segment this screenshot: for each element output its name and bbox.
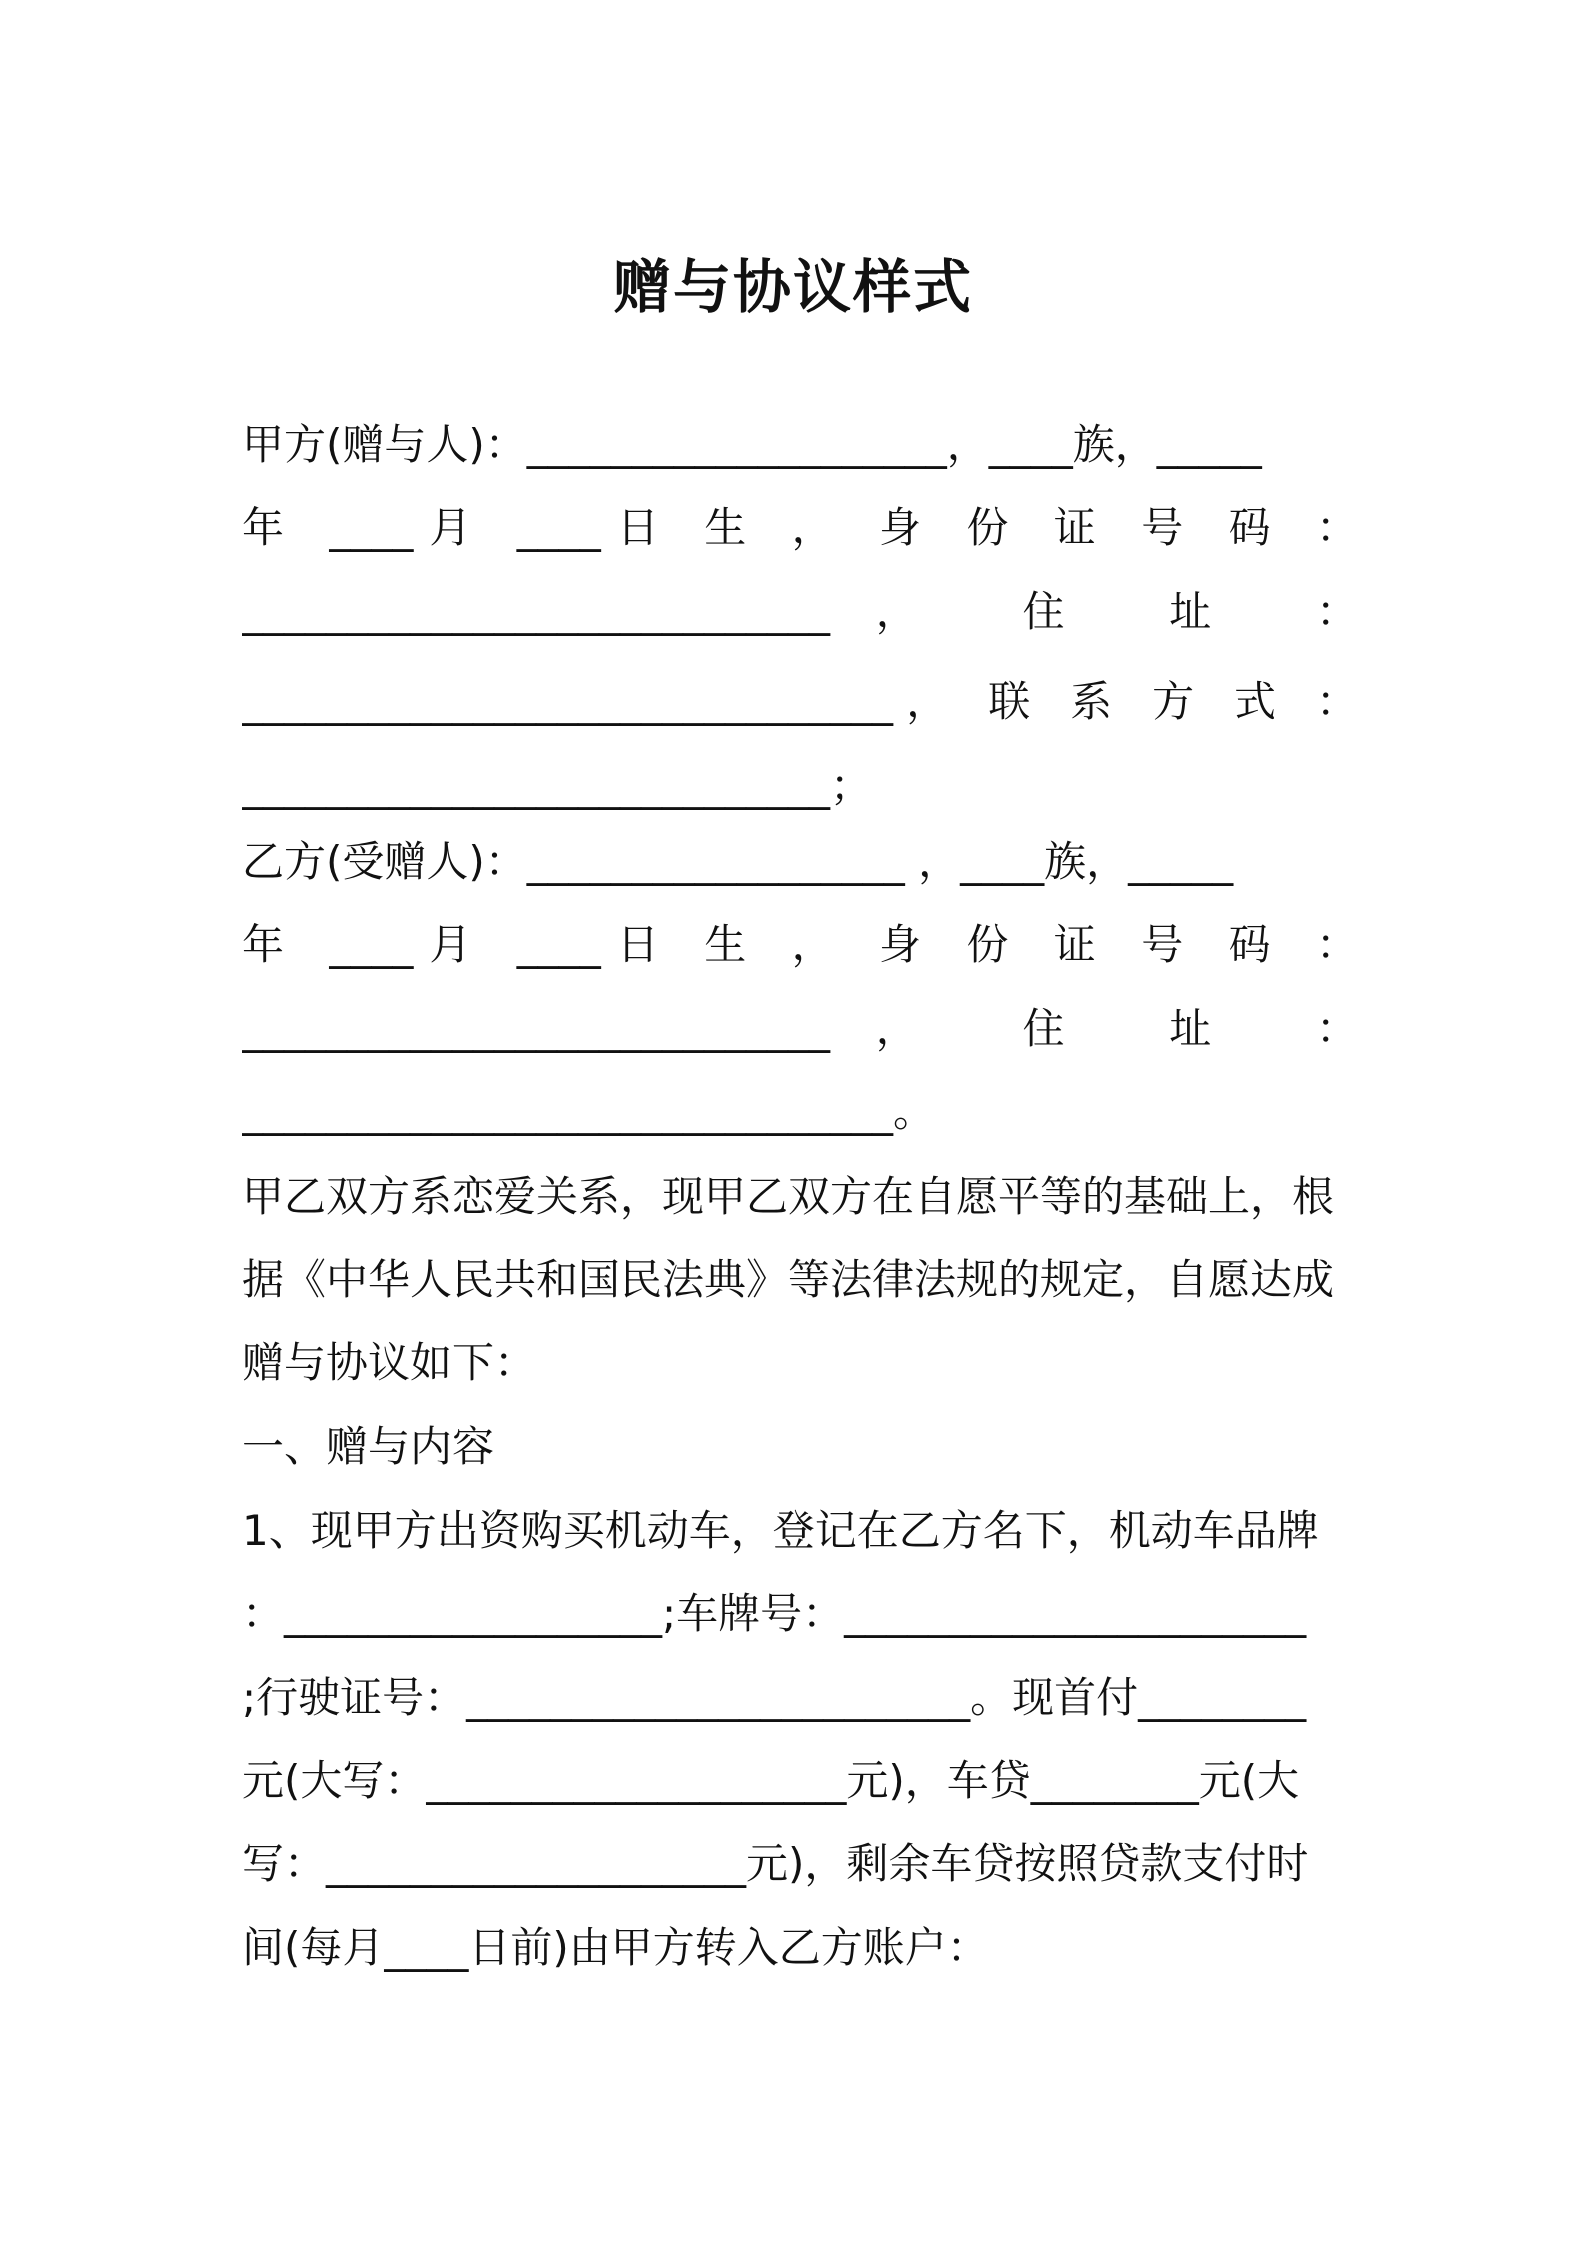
party-b-line-4: _______________________________。 — [242, 1087, 936, 1136]
party-a-line-5: ____________________________； — [242, 761, 873, 810]
preamble-line-2: 据《中华人民共和国民法典》等法律法规的规定，自愿达成 — [242, 1255, 1335, 1304]
clause-1-line-2: ：__________________;车牌号：______________________ — [242, 1589, 1307, 1638]
section-heading: 一、赠与内容 — [242, 1422, 495, 1471]
party-a-line-1: 甲方(赠与人)：____________________，____族，_____ — [242, 420, 1262, 469]
preamble-line-3: 赠与协议如下： — [242, 1338, 537, 1387]
clause-1-line-6: 间(每月____日前)由甲方转入乙方账户： — [242, 1923, 989, 1972]
clause-1-line-1: 1、现甲方出资购买机动车，登记在乙方名下，机动车品牌 — [242, 1506, 1319, 1555]
document-title: 赠与协议样式 — [612, 253, 973, 321]
party-b-line-2: 年 ____月 ____日 生 ， 身 份 证 号 码 ： — [242, 920, 1358, 969]
party-b-line-1: 乙方(受赠人)：__________________ ，____族，_____ — [242, 837, 1234, 886]
party-a-line-3: ____________________________， 住 址 ： — [242, 587, 1358, 636]
party-a-line-4: _______________________________， 联 系 方 式 ： — [242, 677, 1358, 726]
clause-1-line-3: ;行驶证号：________________________。现首付________ — [242, 1673, 1307, 1722]
party-a-line-2: 年 ____月 ____日 生 ， 身 份 证 号 码 ： — [242, 503, 1358, 552]
clause-1-line-4: 元(大写：____________________元)，车贷________元(大 — [242, 1756, 1300, 1805]
party-b-line-3: ____________________________， 住 址 ： — [242, 1004, 1358, 1053]
preamble-line-1: 甲乙双方系恋爱关系，现甲乙双方在自愿平等的基础上，根 — [242, 1172, 1335, 1221]
clause-1-line-5: 写：____________________元)，剩余车贷按照贷款支付时 — [242, 1839, 1309, 1888]
